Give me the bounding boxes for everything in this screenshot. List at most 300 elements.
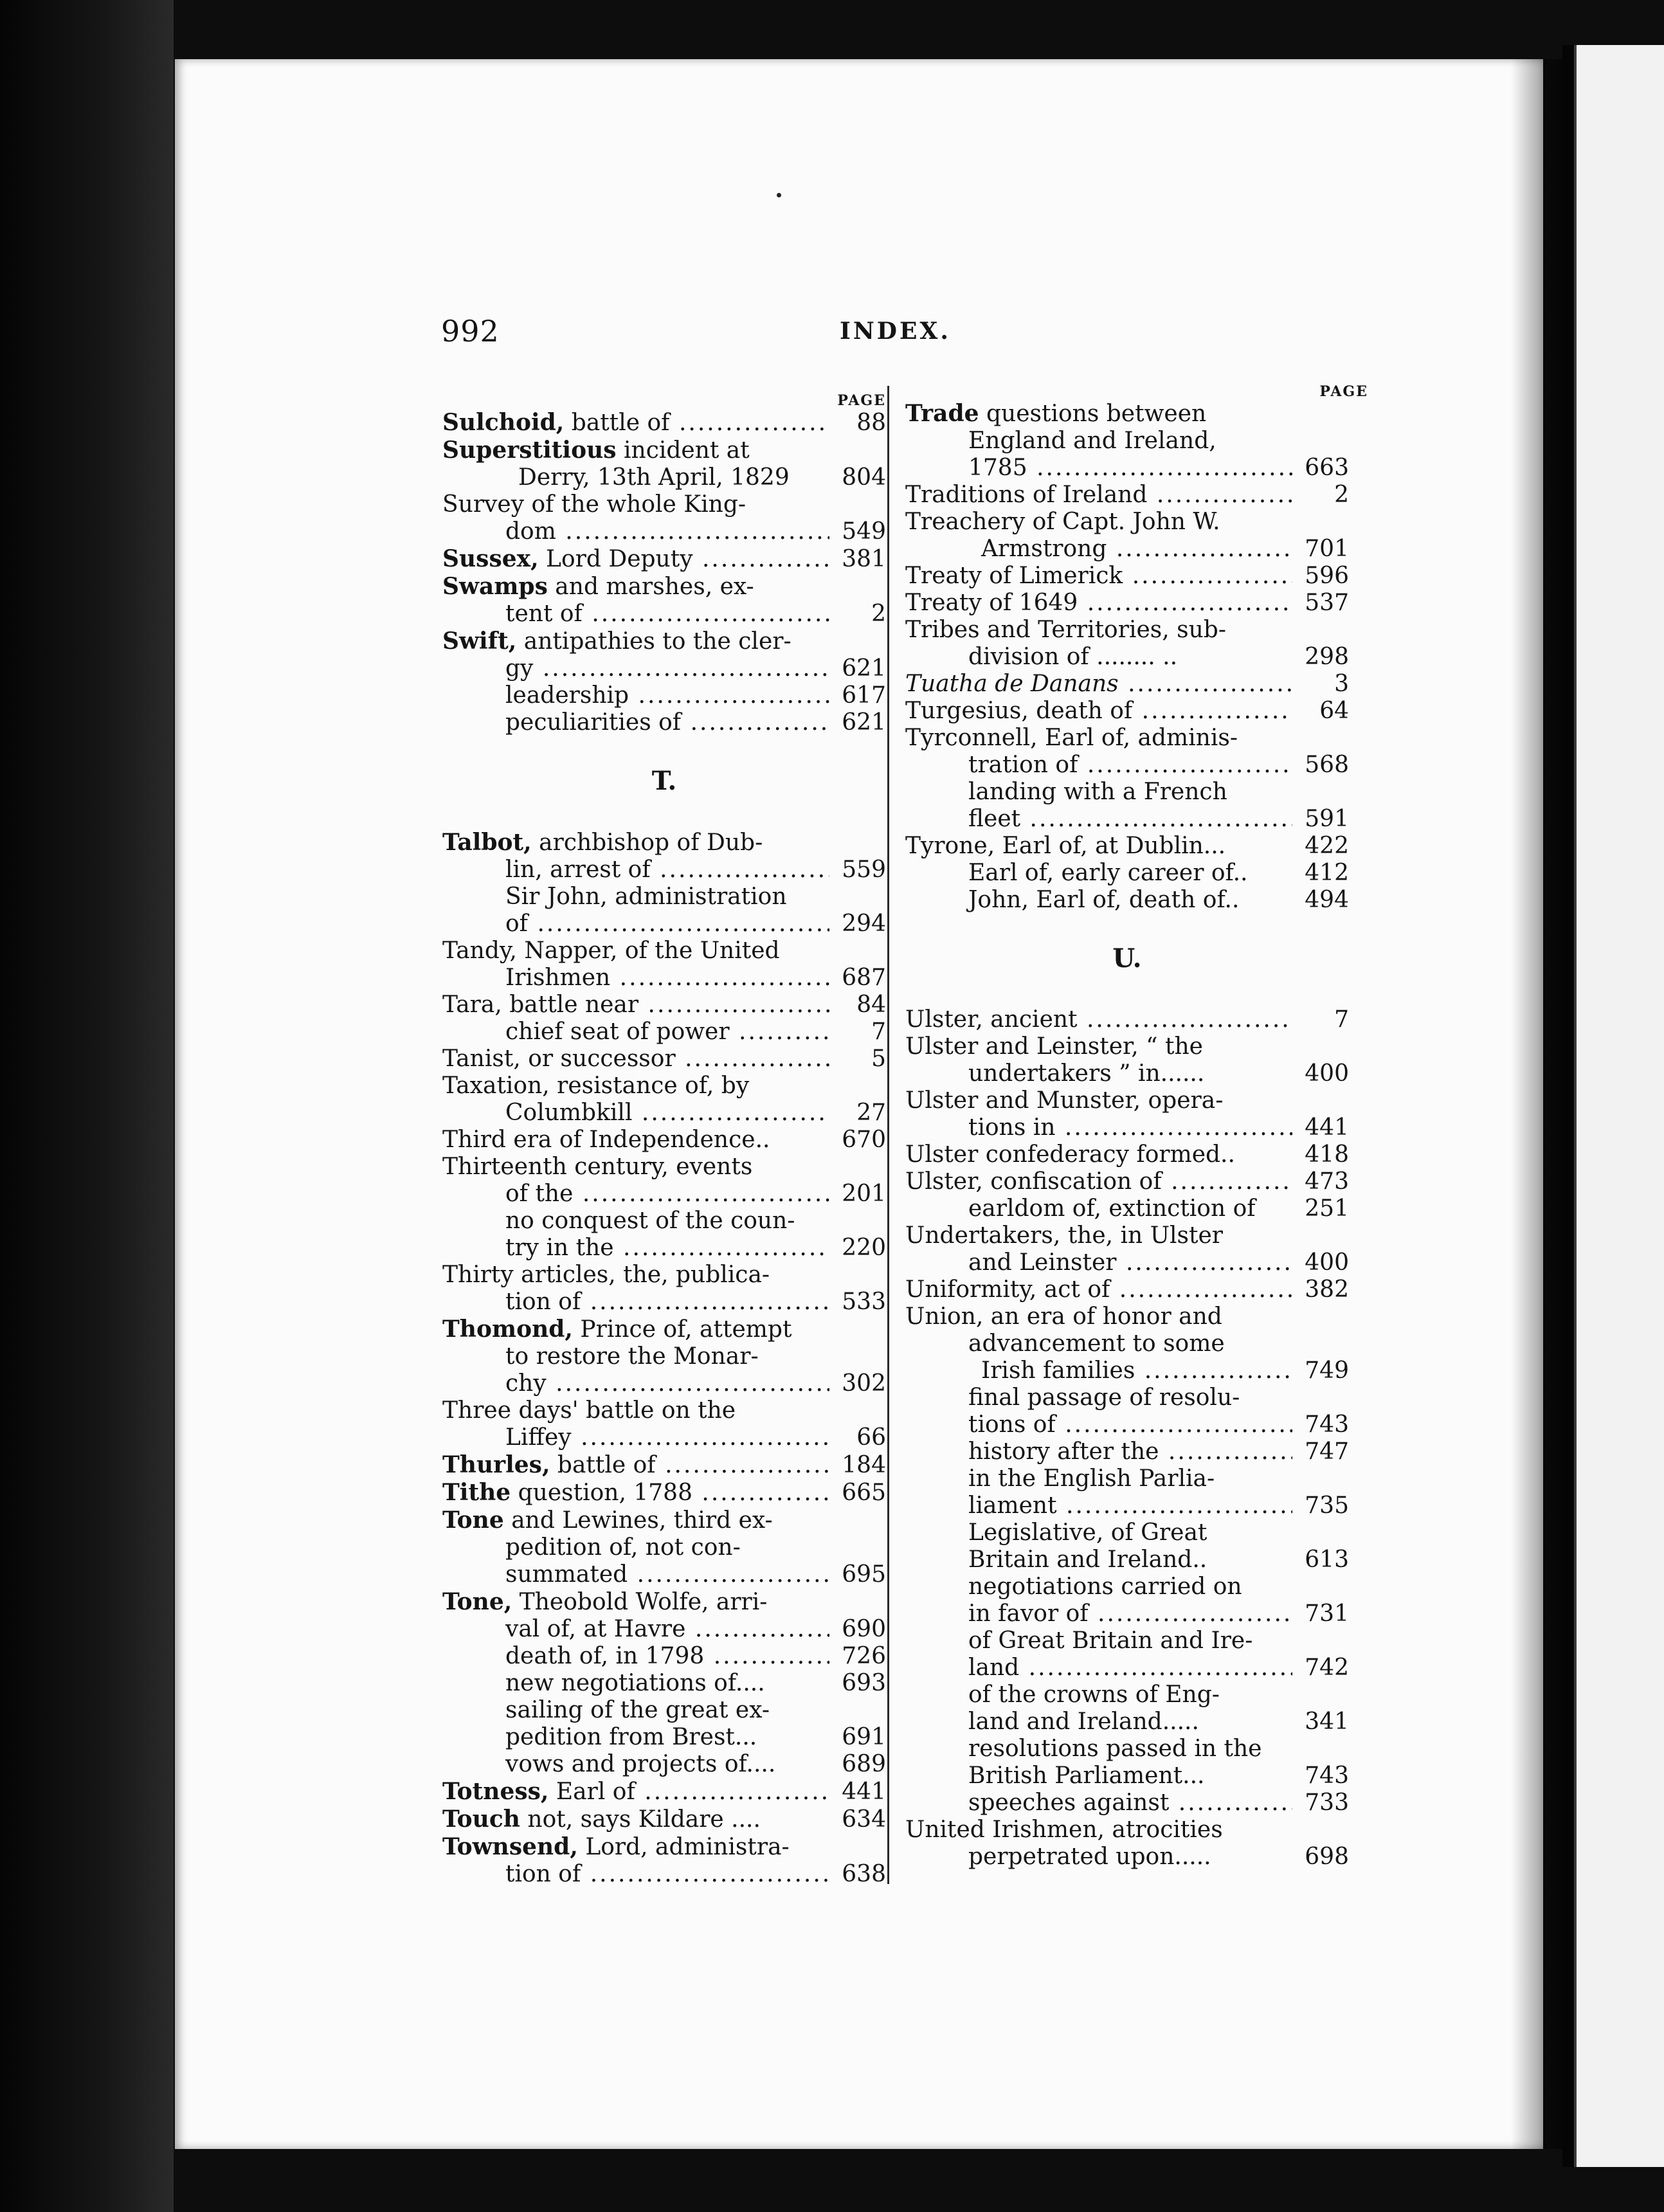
entry-headword: Sussex, [442,545,539,572]
entry-page-number: 749 [1305,1357,1349,1384]
index-column-left [442,392,886,1888]
entry-text [442,1806,829,1833]
section-letter-u: U. [1112,943,1142,974]
entry-text [905,779,1292,806]
entry-headword: Talbot, [442,829,532,856]
entry-description: Ulster and Munster, opera- [905,1087,1224,1114]
index-entry [905,860,1349,887]
index-entry [442,518,886,545]
entry-description: tent of [505,601,583,627]
entry-page-number: 88 [856,410,886,436]
index-entry [442,437,886,464]
index-entry [905,779,1349,806]
entry-description: peculiarities of [505,709,682,736]
index-entry [905,1844,1349,1871]
index-entry [905,725,1349,752]
entry-description: Third era of Independence.. [442,1127,770,1153]
entry-page-number: 621 [842,655,886,682]
book-gutter [1562,45,1574,2167]
entry-description: sailing of the great ex- [505,1697,770,1723]
entry-description: Traditions of Ireland [905,482,1148,508]
entries-u [905,1006,1349,1871]
index-entry [905,698,1349,725]
index-entry [905,482,1349,509]
column-divider [887,386,889,1884]
entry-text [442,1643,829,1670]
entry-text [905,1438,1292,1465]
entry-description: Tyrconnell, Earl of, adminis- [905,725,1238,751]
entry-text [905,1790,1292,1817]
entry-description: Theobold Wolfe, arri- [512,1589,768,1615]
entry-page-number: 617 [842,682,886,709]
index-entry [905,1654,1349,1682]
entry-page-number: 687 [842,965,886,991]
entry-description: new negotiations of.... [505,1670,765,1696]
entry-text [905,1627,1292,1654]
entry-text [442,1073,829,1100]
entry-text [905,428,1292,455]
entry-text [442,1289,829,1316]
index-entry [905,1736,1349,1763]
entry-description: Treaty of 1649 [905,590,1078,616]
entry-page-number: 743 [1305,1411,1349,1438]
index-entry [442,911,886,938]
entry-description: Armstrong [981,536,1107,562]
entry-description: undertakers ” in...... [968,1060,1205,1087]
index-entry [905,1600,1349,1627]
index-entry [905,1519,1349,1546]
entry-page-number: 84 [856,992,886,1018]
entry-description: Tyrone, Earl of, at Dublin... [905,833,1226,859]
index-entry [442,1479,886,1507]
index-entry [442,655,886,682]
entry-headword: Tone [442,1507,504,1534]
entry-description: resolutions passed in the [968,1736,1262,1762]
entry-page-number: 7 [871,1019,886,1045]
entry-text [905,1519,1292,1546]
entry-description: negotiations carried on [968,1573,1242,1600]
entry-page-number: 695 [842,1561,886,1588]
index-entry [442,1670,886,1697]
entry-description: questions between [979,401,1207,427]
index-entry [442,464,886,491]
index-entry [905,1438,1349,1465]
entry-text [442,655,829,682]
entry-page-number: 184 [842,1452,886,1478]
entry-text [905,1600,1292,1627]
entry-text [442,1479,829,1507]
entry-text [442,1507,829,1534]
entry-description: Treachery of Capt. John W. [905,509,1220,535]
entry-headword: Superstitious [442,437,617,464]
entry-page-number: 596 [1305,563,1349,589]
index-entry [905,1465,1349,1492]
index-entry [905,1141,1349,1168]
section-letter-t: T. [651,766,677,796]
entry-description: England and Ireland, [968,428,1216,454]
entry-description: earldom of, extinction of [968,1195,1256,1222]
entry-page-number: 689 [842,1751,886,1777]
index-entry [905,1763,1349,1790]
entry-page-number: 418 [1305,1141,1349,1168]
entry-text [442,1534,829,1561]
entry-description: summated [505,1561,628,1588]
entry-text [442,1019,829,1046]
entry-text [905,1168,1292,1195]
index-entry [905,1790,1349,1817]
page-column-label: PAGE [1319,383,1368,400]
entry-headword: Touch [442,1806,520,1833]
index-entry [442,1316,886,1343]
index-entry [905,1573,1349,1600]
entry-page-number: 381 [842,546,886,572]
index-entry [442,829,886,857]
entry-description: fleet [968,806,1021,832]
entry-page-number: 537 [1305,590,1349,616]
entry-text [905,860,1292,887]
entry-headword: Swamps [442,573,548,600]
entry-description: Derry, 13th April, 1829 [518,464,790,491]
index-entry [442,573,886,601]
entry-description: United Irishmen, atrocities [905,1817,1223,1843]
entry-page-number: 64 [1319,698,1349,724]
entry-page-number: 735 [1305,1492,1349,1519]
entry-page-number: 382 [1305,1276,1349,1303]
entry-text [905,400,1292,428]
index-entry [905,428,1349,455]
entry-text [442,545,829,573]
index-entry [442,1289,886,1316]
page-column-label: PAGE [837,392,886,409]
entry-description: Ulster confederacy formed.. [905,1141,1235,1168]
entry-text [905,1546,1292,1573]
entry-page-number: 27 [856,1100,886,1126]
entry-page-number: 2 [871,601,886,627]
entry-text [442,1262,829,1289]
entry-text [442,573,829,601]
entry-text [905,1573,1292,1600]
index-entry [442,491,886,518]
entry-description: Tara, battle near [442,992,639,1018]
index-entry [442,1806,886,1833]
entry-description: Earl of, early career of.. [968,860,1248,886]
facing-page-edge [1574,45,1664,2167]
entry-text [905,1709,1292,1736]
entry-text [905,590,1292,617]
entry-text [442,682,829,709]
entry-description: Tanist, or successor [442,1046,676,1072]
entry-description: battle of [550,1452,656,1478]
entry-text [442,1208,829,1235]
entry-description: Lord Deputy [538,546,693,572]
page-gutter-shadow [1511,59,1562,2149]
index-entry [442,1343,886,1370]
index-entry [905,833,1349,860]
index-entry [442,1397,886,1424]
entry-text [905,482,1292,509]
entry-text [442,992,829,1019]
entry-headword: Thomond, [442,1316,573,1343]
index-entry [905,1627,1349,1654]
index-entry [442,1046,886,1073]
index-entry [442,1778,886,1806]
entry-text [442,938,829,965]
entry-description: Ulster and Leinster, “ the [905,1033,1203,1060]
entry-page-number: 533 [842,1289,886,1315]
entry-description: Britain and Ireland.. [968,1546,1207,1573]
index-entry [905,887,1349,914]
entry-text [905,1763,1292,1790]
index-entry [905,1384,1349,1411]
entry-text [905,455,1292,482]
entry-text [442,1451,829,1479]
entry-text [442,1316,829,1343]
entry-page-number: 294 [842,911,886,937]
entry-page-number: 5 [871,1046,886,1072]
entry-text [905,1357,1292,1384]
index-entry [442,1235,886,1262]
index-entry [442,409,886,437]
entry-page-number: 621 [842,709,886,736]
entry-description: history after the [968,1438,1159,1465]
index-entry [905,1411,1349,1438]
entry-description: question, 1788 [511,1480,692,1506]
entry-page-number: 412 [1305,860,1349,886]
entry-headword: Tithe [442,1479,511,1506]
entry-text [905,1817,1292,1844]
entry-text [905,1736,1292,1763]
entry-page-number: 613 [1305,1546,1349,1573]
entry-page-number: 400 [1305,1249,1349,1276]
entry-description: of Great Britain and Ire- [968,1627,1253,1654]
entry-page-number: 726 [842,1643,886,1669]
entry-description: in the English Parlia- [968,1465,1215,1492]
entry-page-number: 549 [842,518,886,545]
entry-description: land [968,1654,1020,1681]
index-entry [442,938,886,965]
entry-description: death of, in 1798 [505,1643,705,1669]
index-entry [442,857,886,884]
scan-dark-margin [0,0,174,2212]
index-entry [442,992,886,1019]
entry-description: tion of [505,1289,581,1315]
entry-description: and Lewines, third ex- [503,1507,773,1534]
entry-text [442,437,829,464]
entry-page-number: 634 [842,1806,886,1833]
entry-page-number: 302 [842,1370,886,1397]
index-entry [442,1616,886,1643]
index-entry [442,1534,886,1561]
entry-text [442,1424,829,1451]
entry-description: Thirteenth century, events [442,1154,753,1180]
entry-page-number: 473 [1305,1168,1349,1195]
entry-description: Treaty of Limerick [905,563,1123,589]
entry-description: tion of [505,1861,581,1887]
entry-text [905,1682,1292,1709]
entry-text [442,1697,829,1724]
index-entry [442,1100,886,1127]
entry-description: Undertakers, the, in Ulster [905,1222,1223,1249]
entry-description: no conquest of the coun- [505,1208,795,1234]
entry-description: of [505,911,528,937]
entry-page-number: 742 [1305,1654,1349,1681]
index-entry [442,1451,886,1479]
entry-text [442,884,829,911]
entry-description: Tandy, Napper, of the United [442,938,780,964]
entry-description: and Leinster [968,1249,1117,1276]
entry-page-number: 638 [842,1861,886,1887]
entry-headword: Totness, [442,1778,549,1805]
entry-description: Irishmen [505,965,611,991]
entry-description: final passage of resolu- [968,1384,1240,1411]
entry-text [442,1751,829,1778]
entry-page-number: 7 [1334,1006,1349,1033]
index-entry [442,1861,886,1888]
entry-page-number: 441 [842,1779,886,1805]
index-entry [905,617,1349,644]
entry-description: advancement to some [968,1330,1225,1357]
entry-text [905,1033,1292,1060]
page-number: 992 [441,314,500,349]
index-column-right [905,383,1368,1871]
entry-page-number: 400 [1305,1060,1349,1087]
entry-page-number: 3 [1334,671,1349,697]
entry-description: Taxation, resistance of, by [442,1073,750,1099]
entry-page-number: 441 [1305,1114,1349,1141]
entry-page-number: 693 [842,1670,886,1696]
entry-text [905,1249,1292,1276]
entry-page-number: 568 [1305,752,1349,778]
entry-description: Turgesius, death of [905,698,1133,724]
running-title: INDEX. [840,318,951,345]
entry-text [905,725,1292,752]
index-entry [905,455,1349,482]
entry-page-number: 494 [1305,887,1349,913]
entry-description: of the [505,1181,574,1207]
index-entry [905,1006,1349,1033]
entry-page-number: 701 [1305,536,1349,562]
entry-headword: Trade [905,400,979,427]
entry-description: Tribes and Territories, sub- [905,617,1226,643]
entry-text [905,563,1292,590]
index-entry [442,1507,886,1534]
entry-text [442,518,829,545]
entry-description: lin, arrest of [505,857,651,883]
entry-text [442,1397,829,1424]
entry-description: liament [968,1492,1057,1519]
entry-page-number: 201 [842,1181,886,1207]
index-entry [442,1424,886,1451]
entry-text [905,1114,1292,1141]
entry-headword: Sulchoid, [442,409,565,436]
entry-description: perpetrated upon..... [968,1844,1211,1870]
entry-text [905,1006,1292,1033]
entry-text [905,1276,1292,1303]
index-entry [905,644,1349,671]
entry-text [442,1154,829,1181]
entry-text [442,601,829,628]
entry-page-number: 591 [1305,806,1349,832]
entry-description: leadership [505,682,629,709]
entry-description: dom [505,518,556,545]
index-entry [442,1697,886,1724]
entry-description: Ulster, ancient [905,1006,1078,1033]
entry-text [442,628,829,655]
entry-description: tions in [968,1114,1056,1141]
entry-description: Lord, administra- [577,1834,790,1860]
entry-description: British Parliament... [968,1763,1205,1789]
entry-headword: Thurles, [442,1451,550,1478]
entry-text [905,887,1292,914]
entry-text [905,806,1292,833]
entry-text [442,409,829,437]
entry-text [905,671,1292,698]
entry-description: Survey of the whole King- [442,491,746,518]
entry-text [905,1141,1292,1168]
entry-text [442,464,829,491]
entry-description: Legislative, of Great [968,1519,1207,1546]
entry-text [442,1724,829,1751]
entry-headword: Townsend, [442,1833,578,1860]
index-entry [905,1087,1349,1114]
index-entry [905,1682,1349,1709]
entry-description: of the crowns of Eng- [968,1682,1220,1708]
entry-description: Columbkill [505,1100,633,1126]
entry-page-number: 298 [1305,644,1349,670]
entry-text [905,833,1292,860]
entry-description: chief seat of power [505,1019,730,1045]
entry-text [442,1670,829,1697]
entry-description: antipathies to the cler- [516,628,791,655]
entry-text [905,1654,1292,1682]
index-entry [905,1357,1349,1384]
entry-text [905,1195,1292,1222]
entry-text [905,1492,1292,1519]
index-entry [905,563,1349,590]
entry-page-number: 690 [842,1616,886,1642]
index-entry [442,1154,886,1181]
entry-description: gy [505,655,534,682]
entry-description: Irish families [981,1357,1135,1384]
entry-text [905,1060,1292,1087]
entry-text [442,1588,829,1616]
entry-page-number: 220 [842,1235,886,1261]
index-entry [442,601,886,628]
entry-description: vows and projects of.... [505,1751,776,1777]
entry-description: Liffey [505,1424,572,1451]
index-entry [442,1588,886,1616]
index-entry [905,1114,1349,1141]
entry-description: chy [505,1370,547,1397]
index-entry [442,1833,886,1861]
entry-page-number: 251 [1305,1195,1349,1222]
index-entry [905,1817,1349,1844]
entry-page-number: 422 [1305,833,1349,859]
ink-speck [777,193,781,197]
entry-text [905,617,1292,644]
entry-text [442,911,829,938]
index-entry [905,1168,1349,1195]
entry-page-number: 691 [842,1724,886,1750]
entry-text [905,1465,1292,1492]
entries-t-continued [905,400,1349,914]
index-entry [905,671,1349,698]
index-entry [905,400,1349,428]
entry-text [442,1235,829,1262]
entry-page-number: 670 [842,1127,886,1153]
index-entry [442,1643,886,1670]
entry-headword: Swift, [442,628,517,655]
